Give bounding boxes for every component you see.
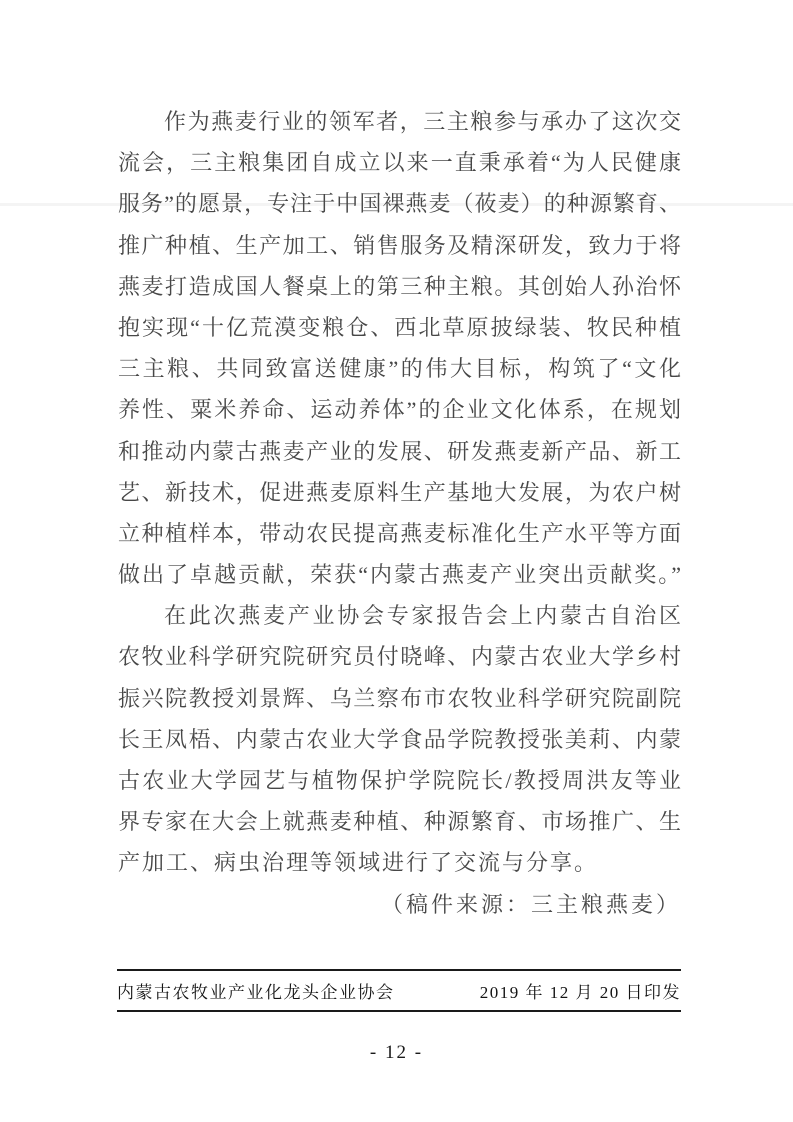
body-text-line: 长王凤梧、内蒙古农业大学食品学院教授张美莉、内蒙 xyxy=(118,726,681,752)
body-text-line: 三主粮、共同致富送健康”的伟大目标，构筑了“文化 xyxy=(118,356,681,382)
body-text-line: 在此次燕麦产业协会专家报告会上内蒙古自治区 xyxy=(164,603,681,629)
footer-bar xyxy=(117,969,681,1012)
source-note: （稿件来源：三主粮燕麦） xyxy=(380,891,681,917)
body-text-line: 作为燕麦行业的领军者，三主粮参与承办了这次交 xyxy=(164,109,681,134)
body-text-line: 界专家在大会上就燕麦种植、种源繁育、市场推广、生 xyxy=(118,809,681,835)
body-text-line: 产加工、病虫治理等领域进行了交流与分享。 xyxy=(118,850,599,876)
body-text-line: 做出了卓越贡献，荣获“内蒙古燕麦产业突出贡献奖。” xyxy=(118,562,681,588)
body-text-line: 推广种植、生产加工、销售服务及精深研发，致力于将 xyxy=(118,232,681,258)
body-text-line: 振兴院教授刘景辉、乌兰察布市农牧业科学研究院副院 xyxy=(118,685,681,711)
footer-print-date: 2019 年 12 月 20 日印发 xyxy=(479,983,681,1002)
body-text-line: 立种植样本，带动农民提高燕麦标准化生产水平等方面 xyxy=(118,520,681,546)
body-text-line: 服务”的愿景，专注于中国裸燕麦（莜麦）的种源繁育、 xyxy=(118,191,681,217)
document-body xyxy=(118,101,681,925)
footer-issuer: 内蒙古农牧业产业化龙头企业协会 xyxy=(117,983,395,1002)
body-text-line: 流会，三主粮集团自成立以来一直秉承着“为人民健康 xyxy=(118,150,681,176)
body-text-line: 艺、新技术，促进燕麦原料生产基地大发展，为农户树 xyxy=(118,479,681,505)
body-text-line: 古农业大学园艺与植物保护学院院长/教授周洪友等业 xyxy=(118,768,681,793)
body-text-line: 养性、粟米养命、运动养体”的企业文化体系，在规划 xyxy=(118,397,681,423)
page-number: - 12 - xyxy=(369,1042,424,1063)
body-text-line: 抱实现“十亿荒漠变粮仓、西北草原披绿装、牧民种植 xyxy=(118,314,681,340)
body-text-line: 农牧业科学研究院研究员付晓峰、内蒙古农业大学乡村 xyxy=(118,644,681,670)
body-text-line: 燕麦打造成国人餐桌上的第三种主粮。其创始人孙治怀 xyxy=(118,273,681,299)
body-text-line: 和推动内蒙古燕麦产业的发展、研发燕麦新产品、新工 xyxy=(118,438,681,464)
